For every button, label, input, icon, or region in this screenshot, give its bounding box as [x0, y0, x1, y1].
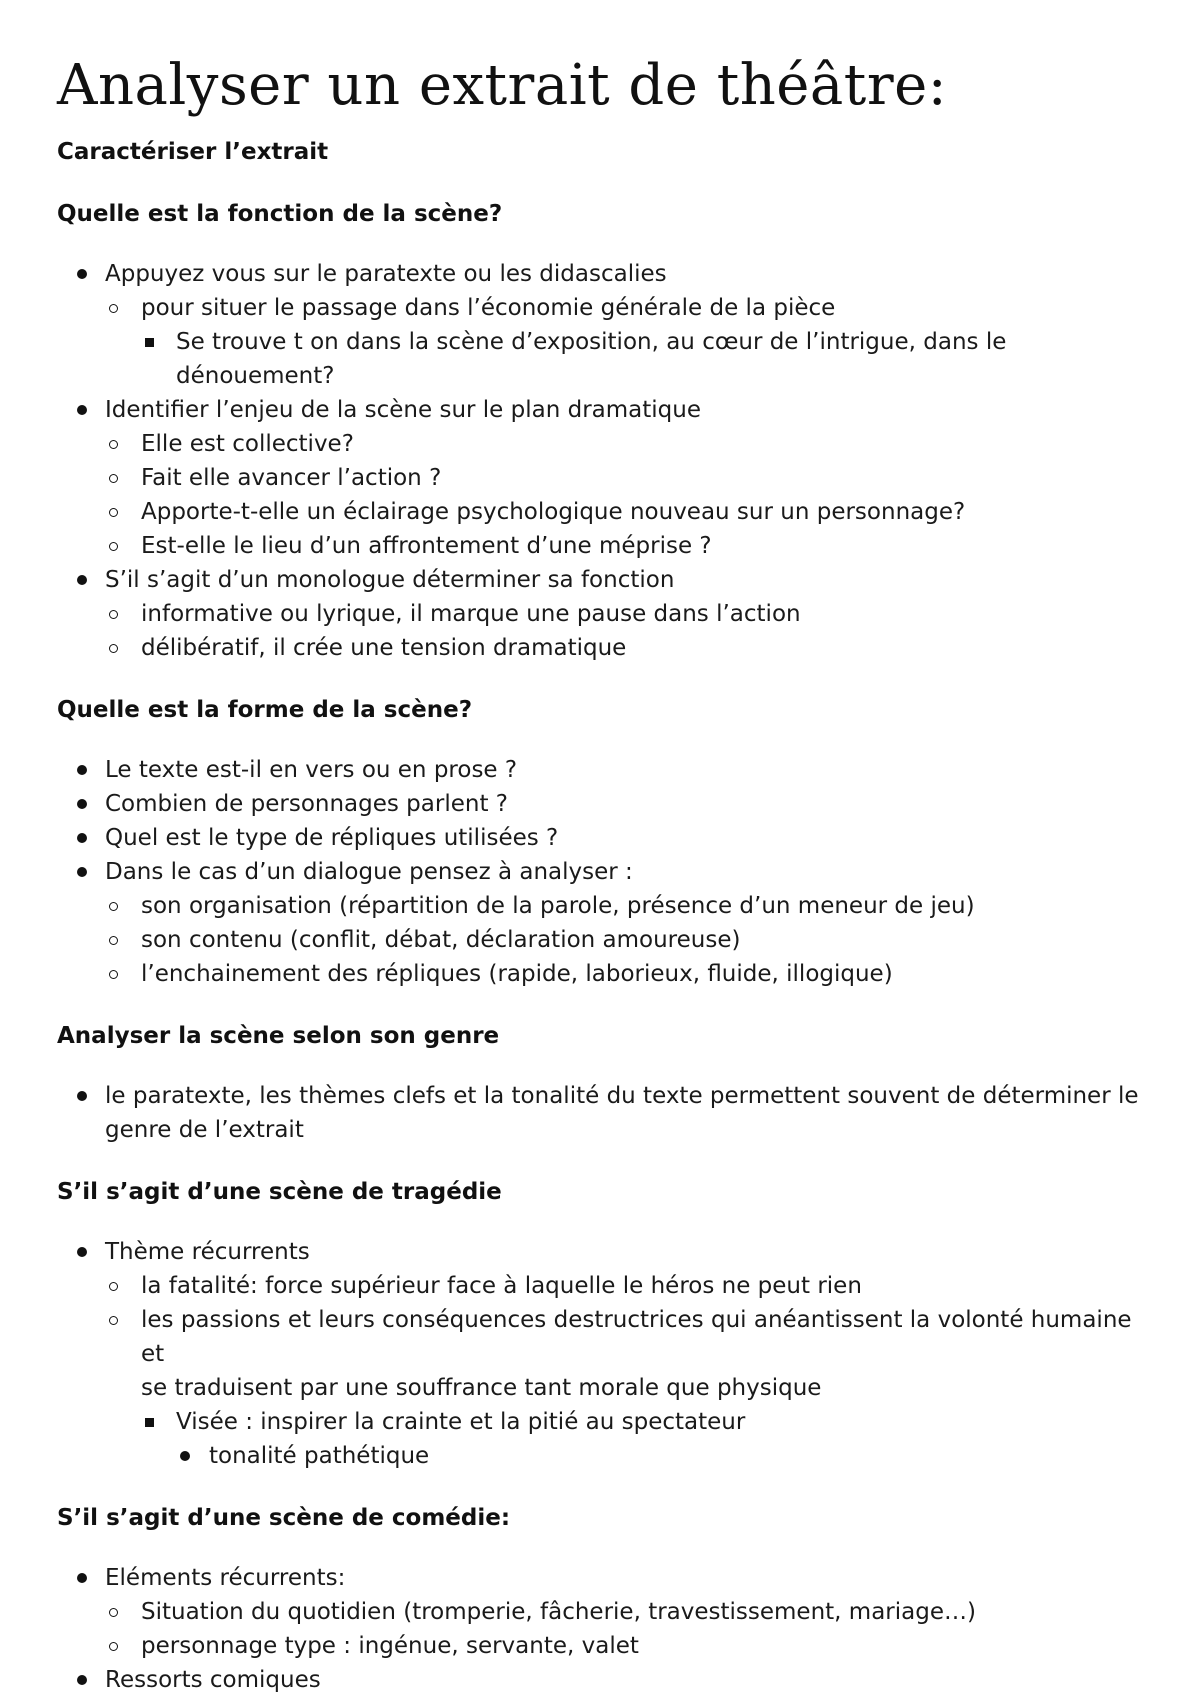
list-item: les passions et leurs conséquences destructrices qui anéantissent la volonté humaine et se traduisent par une souffrance tant morale que physique Visée : inspirer la crainte et la pitié au spectateur tonalité pathétique	[105, 1303, 1144, 1473]
list-item: Thème récurrents la fatalité: force supérieur face à laquelle le héros ne peut rien les passions et leurs conséquences destructrices qui anéantissent la volonté humaine et se traduisent par une souffrance tant morale que physique Visée : inspirer la crainte et la pitié au spectateur tonalité pathétique	[57, 1235, 1144, 1473]
bullet-circle-icon	[109, 902, 118, 911]
bullet-circle-icon	[109, 304, 118, 313]
heading-fonction: Quelle est la fonction de la scène?	[57, 201, 503, 227]
list-item: Se trouve t on dans la scène d’exposition, au cœur de l’intrigue, dans le dénouement?	[141, 325, 1144, 393]
bullet-disc-icon	[77, 765, 87, 775]
list-item: le paratexte, les thèmes clefs et la tonalité du texte permettent souvent de déterminer le genre de l’extrait	[57, 1079, 1144, 1147]
list-item: Fait elle avancer l’action ?	[105, 461, 1144, 495]
heading-comedie: S’il s’agit d’une scène de comédie:	[57, 1505, 511, 1531]
list-forme	[57, 753, 1144, 991]
page-title: Analyser un extrait de théâtre:	[57, 53, 948, 118]
list-item: Appuyez vous sur le paratexte ou les didascalies pour situer le passage dans l’économie générale de la pièce Se trouve t on dans la scène d’exposition, au cœur de l’intrigue, dans le dénouement?	[57, 257, 1144, 393]
bullet-circle-icon	[109, 936, 118, 945]
list-item: Quel est le type de répliques utilisées ?	[57, 821, 1144, 855]
bullet-circle-icon	[109, 1642, 118, 1651]
list-tragedie	[57, 1235, 1144, 1473]
bullet-disc-icon	[77, 1573, 87, 1583]
heading-caracteriser: Caractériser l’extrait	[57, 139, 329, 165]
bullet-circle-icon	[109, 508, 118, 517]
heading-forme: Quelle est la forme de la scène?	[57, 697, 473, 723]
list-item: informative ou lyrique, il marque une pause dans l’action	[105, 597, 1144, 631]
bullet-circle-icon	[109, 970, 118, 979]
list-item: Ressorts comiques	[57, 1663, 1144, 1697]
list-item: Elle est collective?	[105, 427, 1144, 461]
bullet-disc-icon	[77, 1247, 87, 1257]
list-fonction	[57, 257, 1144, 665]
bullet-disc-icon	[77, 1675, 87, 1685]
list-item: Visée : inspirer la crainte et la pitié au spectateur tonalité pathétique	[141, 1405, 1144, 1473]
bullet-disc-icon	[77, 867, 87, 877]
bullet-square-icon	[145, 1418, 154, 1427]
bullet-circle-icon	[109, 542, 118, 551]
bullet-disc-icon	[77, 269, 87, 279]
list-item: la fatalité: force supérieur face à laquelle le héros ne peut rien	[105, 1269, 1144, 1303]
bullet-disc-icon	[77, 1091, 87, 1101]
bullet-circle-icon	[109, 1282, 118, 1291]
list-comedie	[57, 1561, 1144, 1697]
list-item: Eléments récurrents: Situation du quotidien (tromperie, fâcherie, travestissement, mariage…) personnage type : ingénue, servante, valet	[57, 1561, 1144, 1663]
bullet-circle-icon	[109, 474, 118, 483]
list-item: Identifier l’enjeu de la scène sur le plan dramatique Elle est collective? Fait elle avancer l’action ? Apporte-t-elle un éclairage psychologique nouveau sur un personnage? Est-elle le lieu d’un affrontement d’une méprise ?	[57, 393, 1144, 563]
bullet-disc-icon	[77, 405, 87, 415]
bullet-square-icon	[145, 338, 154, 347]
bullet-circle-icon	[109, 644, 118, 653]
heading-genre: Analyser la scène selon son genre	[57, 1023, 500, 1049]
bullet-disc-icon	[77, 575, 87, 585]
list-genre	[57, 1079, 1144, 1147]
list-item: S’il s’agit d’un monologue déterminer sa fonction informative ou lyrique, il marque une pause dans l’action délibératif, il crée une tension dramatique	[57, 563, 1144, 665]
list-item: tonalité pathétique	[176, 1439, 1144, 1473]
list-item: son contenu (conflit, débat, déclaration amoureuse)	[105, 923, 1144, 957]
list-item: Est-elle le lieu d’un affrontement d’une méprise ?	[105, 529, 1144, 563]
list-item: Le texte est-il en vers ou en prose ?	[57, 753, 1144, 787]
list-item: personnage type : ingénue, servante, valet	[105, 1629, 1144, 1663]
list-item: Situation du quotidien (tromperie, fâcherie, travestissement, mariage…)	[105, 1595, 1144, 1629]
bullet-circle-icon	[109, 440, 118, 449]
bullet-circle-icon	[109, 1608, 118, 1617]
bullet-circle-icon	[109, 610, 118, 619]
list-item: son organisation (répartition de la parole, présence d’un meneur de jeu)	[105, 889, 1144, 923]
bullet-disc-icon	[180, 1451, 190, 1461]
heading-tragedie: S’il s’agit d’une scène de tragédie	[57, 1179, 502, 1205]
list-item: Apporte-t-elle un éclairage psychologique nouveau sur un personnage?	[105, 495, 1144, 529]
list-item: Combien de personnages parlent ?	[57, 787, 1144, 821]
list-item: Dans le cas d’un dialogue pensez à analyser : son organisation (répartition de la parole, présence d’un meneur de jeu) son contenu (conflit, débat, déclaration amoureuse) l’enchainement des répliques (rapide, laborieux, fluide, illogique)	[57, 855, 1144, 991]
bullet-circle-icon	[109, 1316, 118, 1325]
list-item: l’enchainement des répliques (rapide, laborieux, fluide, illogique)	[105, 957, 1144, 991]
list-item: délibératif, il crée une tension dramatique	[105, 631, 1144, 665]
bullet-disc-icon	[77, 799, 87, 809]
bullet-disc-icon	[77, 833, 87, 843]
list-item: pour situer le passage dans l’économie générale de la pièce Se trouve t on dans la scène d’exposition, au cœur de l’intrigue, dans le dénouement?	[105, 291, 1144, 393]
